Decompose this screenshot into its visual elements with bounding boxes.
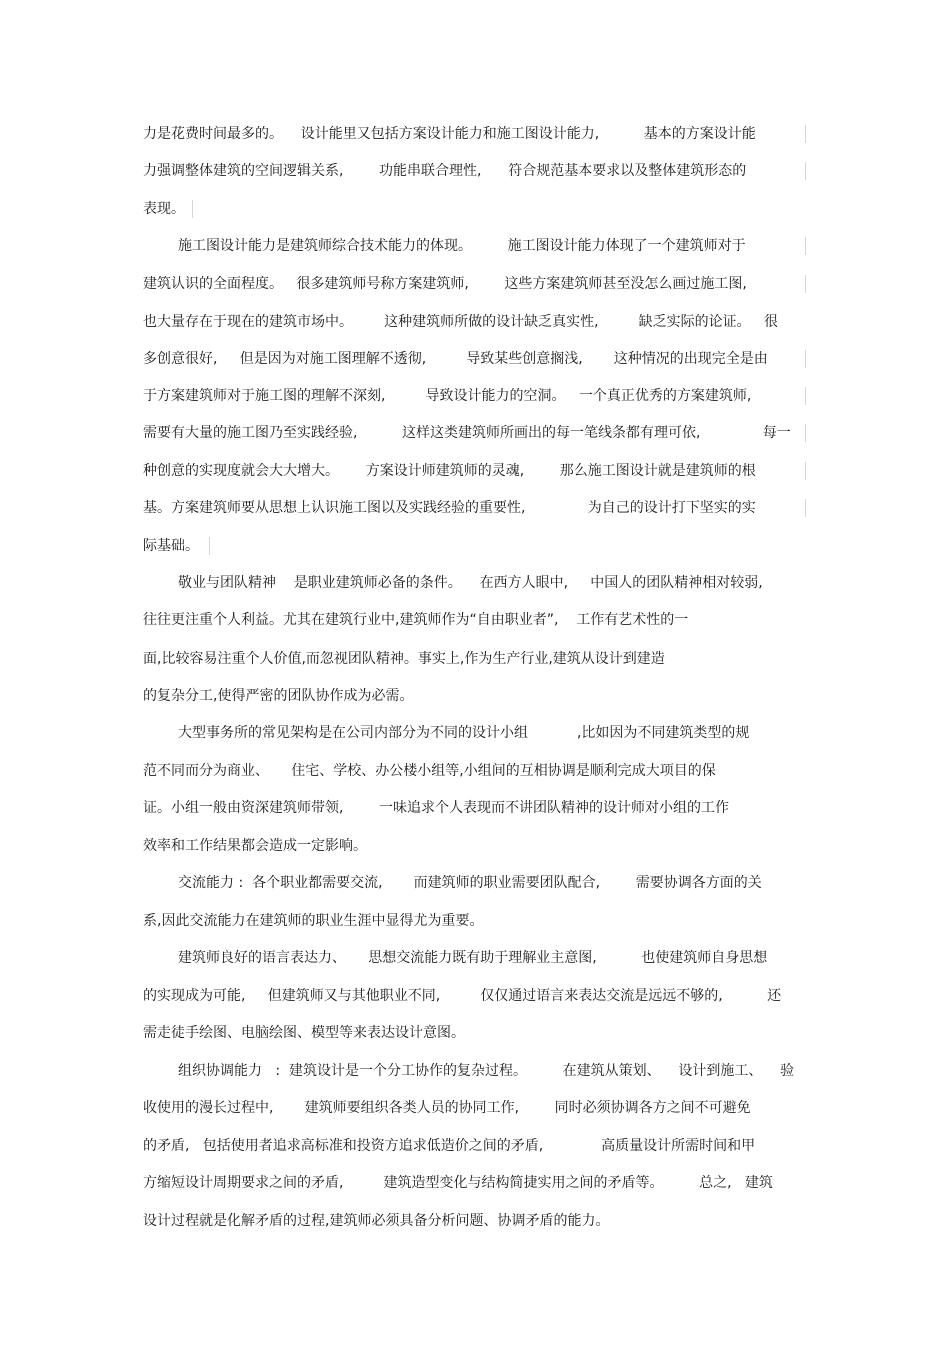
margin-marker [209,537,210,555]
text-line: 大型事务所的常见架构是在公司内部分为不同的设计小组 ,比如因为不同建筑类型的规 [178,725,750,741]
text-line: 证。小组一般由资深建筑师带领, 一味追求个人表现而不讲团队精神的设计师对小组的工作 [143,800,730,816]
text-line: 系,因此交流能力在建筑师的职业生涯中显得尤为重要。 [143,913,484,929]
margin-marker [805,387,806,405]
text-line: 的复杂分工,使得严密的团队协作成为必需。 [143,688,414,704]
margin-marker [805,462,806,480]
text-line: 敬业与团队精神 是职业建筑师必备的条件。 在西方人眼中, 中国人的团队精神相对较弱, [178,575,763,591]
margin-marker [805,424,806,442]
margin-marker [805,499,806,517]
text-line: 多创意很好, 但是因为对施工图理解不透彻, 导致某些创意搁浅, 这种情况的出现完全是由 [143,351,768,367]
text-line: 效率和工作结果都会造成一定影响。 [143,838,367,854]
text-line: 需要有大量的施工图乃至实践经验, 这样这类建筑师所画出的每一笔线条都有理可依, 每一 [143,425,791,441]
text-line: 力是花费时间最多的。 设计能里又包括方案设计能力和施工图设计能力, 基本的方案设计能 [143,126,756,142]
text-line: 交流能力 : 各个职业都需要交流, 而建筑师的职业需要团队配合, 需要协调各方面的关 [178,875,762,891]
text-line: 往往更注重个人利益。尤其在建筑行业中,建筑师作为“自由职业者”, 工作有艺术性的一 [143,612,689,628]
text-line: 组织协调能力 : 建筑设计是一个分工协作的复杂过程。 在建筑从策划、 设计到施工、 验 [178,1063,795,1079]
margin-marker [805,275,806,293]
text-line: 范不同而分为商业、 住宅、学校、办公楼小组等,小组间的互相协调是顺利完成大项目的保 [143,763,716,779]
margin-marker [805,125,806,143]
margin-marker [805,237,806,255]
text-line: 基。方案建筑师要从思想上认识施工图以及实践经验的重要性, 为自己的设计打下坚实的实 [143,500,756,516]
margin-marker [805,162,806,180]
margin-marker [192,200,193,218]
text-line: 设计过程就是化解矛盾的过程,建筑师必须具备分析问题、协调矛盾的能力。 [143,1213,610,1229]
text-line: 收使用的漫长过程中, 建筑师要组织各类人员的协同工作, 同时必须协调各方之间不可避免 [143,1100,751,1116]
text-line: 种创意的实现度就会大大增大。 方案设计师建筑师的灵魂, 那么施工图设计就是建筑师的根 [143,463,756,479]
text-line: 需走徒手绘图、电脑绘图、模型等来表达设计意图。 [143,1025,465,1041]
text-line: 建筑认识的全面程度。 很多建筑师号称方案建筑师, 这些方案建筑师甚至没怎么画过施工图, [143,276,747,292]
text-line: 际基础。 [143,538,199,554]
text-line: 的实现成为可能, 但建筑师又与其他职业不同, 仅仅通过语言来表达交流是远远不够的, 还 [143,988,782,1004]
text-line: 力强调整体建筑的空间逻辑关系, 功能串联合理性, 符合规范基本要求以及整体建筑形态的 [143,163,747,179]
text-line: 施工图设计能力是建筑师综合技术能力的体现。 施工图设计能力体现了一个建筑师对于 [178,238,746,254]
text-line: 于方案建筑师对于施工图的理解不深刻, 导致设计能力的空洞。 一个真正优秀的方案建筑师, [143,388,752,404]
margin-marker [805,350,806,368]
text-line: 的矛盾, 包括使用者追求高标准和投资方追求低造价之间的矛盾, 高质量设计所需时间和甲 [143,1138,756,1154]
text-line: 建筑师良好的语言表达力、 思想交流能力既有助于理解业主意图, 也使建筑师自身思想 [178,950,768,966]
text-line: 方缩短设计周期要求之间的矛盾, 建筑造型变化与结构简捷实用之间的矛盾等。 总之, 建筑 [143,1175,773,1191]
text-line: 表现。 [143,201,185,217]
text-line: 也大量存在于现在的建筑市场中。 这种建筑师所做的设计缺乏真实性, 缺乏实际的论证。 很 [143,314,779,330]
text-line: 面,比较容易注重个人价值,而忽视团队精神。事实上,作为生产行业,建筑从设计到建造 [143,651,665,667]
